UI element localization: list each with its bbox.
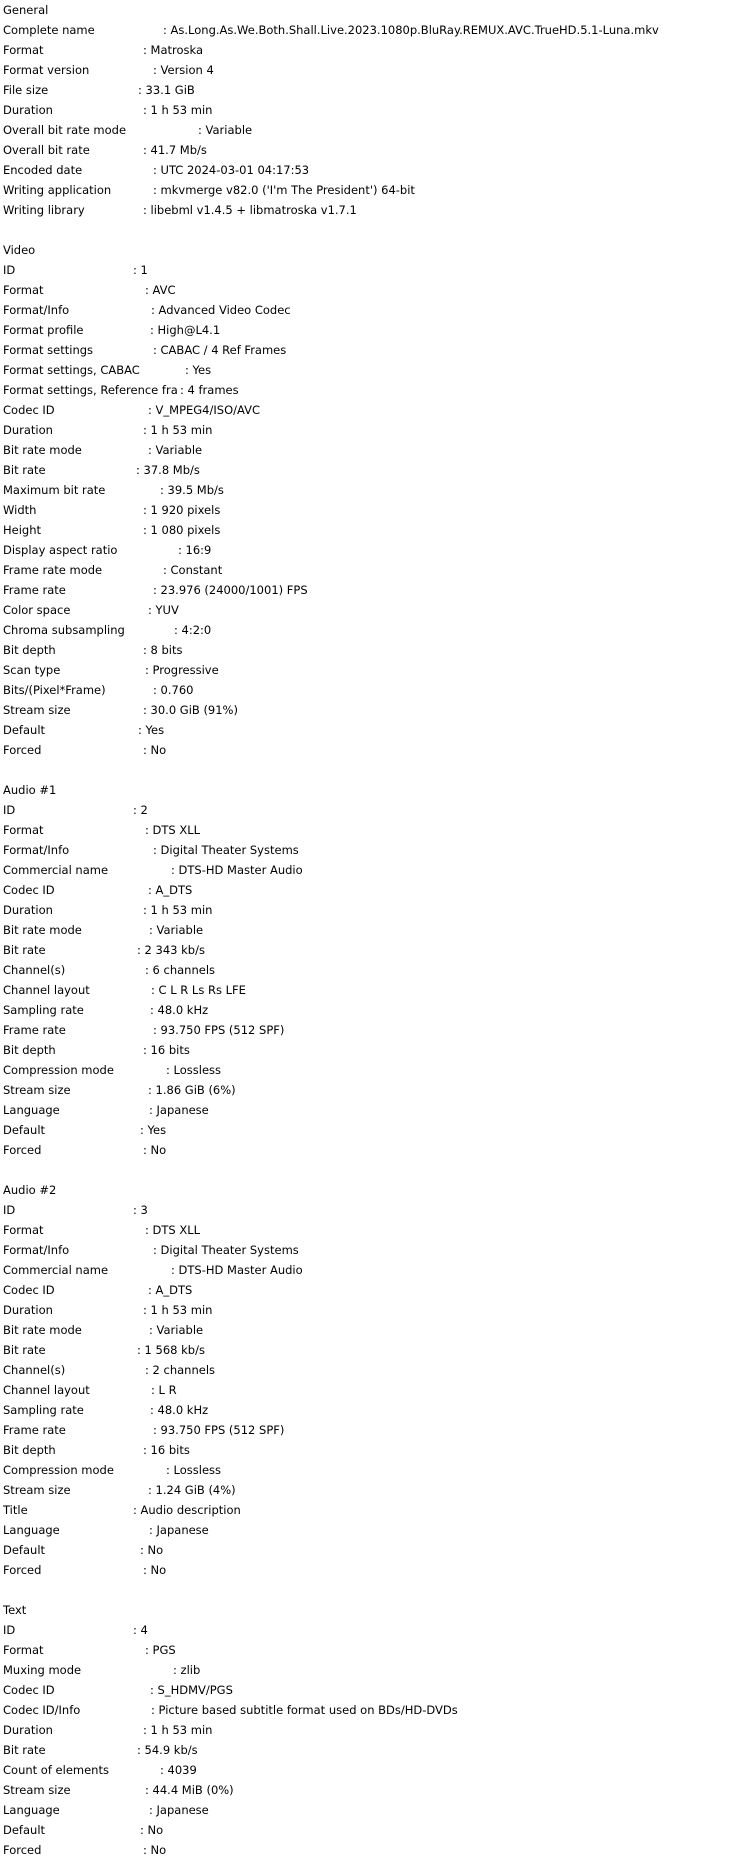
field-label: ID bbox=[3, 263, 16, 277]
info-row bbox=[3, 980, 737, 1000]
field-value: : 48.0 kHz bbox=[150, 1003, 209, 1017]
field-value: : 1.86 GiB (6%) bbox=[148, 1083, 236, 1097]
info-row bbox=[3, 440, 737, 460]
info-row bbox=[3, 380, 737, 400]
field-label: Duration bbox=[3, 103, 53, 117]
field-value: : 37.8 Mb/s bbox=[136, 463, 200, 477]
info-row bbox=[3, 300, 737, 320]
field-value: : Yes bbox=[185, 363, 212, 377]
field-value: : Digital Theater Systems bbox=[153, 1243, 299, 1257]
field-value: : 1 bbox=[133, 263, 148, 277]
info-row bbox=[3, 1760, 737, 1780]
field-label: Compression mode bbox=[3, 1463, 114, 1477]
field-value: : 33.1 GiB bbox=[138, 83, 195, 97]
info-row bbox=[3, 620, 737, 640]
info-row bbox=[3, 280, 737, 300]
info-row bbox=[3, 1560, 737, 1580]
field-value: : 41.7 Mb/s bbox=[143, 143, 207, 157]
field-value: : DTS-HD Master Audio bbox=[171, 1263, 303, 1277]
field-value: : DTS XLL bbox=[145, 1223, 201, 1237]
field-label: Format bbox=[3, 1223, 44, 1237]
info-row bbox=[3, 580, 737, 600]
info-row bbox=[3, 160, 737, 180]
field-label: Muxing mode bbox=[3, 1663, 82, 1677]
info-row bbox=[3, 400, 737, 420]
info-row bbox=[3, 1740, 737, 1760]
info-row bbox=[3, 1680, 737, 1700]
field-label: Format bbox=[3, 43, 44, 57]
section-header-video: Video bbox=[3, 243, 36, 257]
field-label: Forced bbox=[3, 1843, 42, 1857]
field-label: Height bbox=[3, 523, 42, 537]
field-value: : 2 channels bbox=[145, 1363, 215, 1377]
field-label: Maximum bit rate bbox=[3, 483, 106, 497]
field-value: : 3 bbox=[133, 1203, 148, 1217]
field-label: Sampling rate bbox=[3, 1003, 84, 1017]
field-value: : 2 343 kb/s bbox=[137, 943, 205, 957]
info-row bbox=[3, 1200, 737, 1220]
field-label: Frame rate mode bbox=[3, 563, 103, 577]
field-label: Frame rate bbox=[3, 1023, 66, 1037]
field-value: : 1 568 kb/s bbox=[137, 1343, 205, 1357]
info-row bbox=[3, 720, 737, 740]
field-value: : Lossless bbox=[166, 1063, 222, 1077]
field-value: : UTC 2024-03-01 04:17:53 bbox=[153, 163, 310, 177]
field-label: Bit rate mode bbox=[3, 443, 82, 457]
info-row bbox=[3, 860, 737, 880]
info-row bbox=[3, 600, 737, 620]
field-value: : L R bbox=[151, 1383, 177, 1397]
field-label: Bit rate bbox=[3, 943, 46, 957]
field-value: : C L R Ls Rs LFE bbox=[151, 983, 246, 997]
field-label: Codec ID bbox=[3, 1283, 55, 1297]
field-label: Bit depth bbox=[3, 643, 56, 657]
info-row bbox=[3, 1000, 737, 1020]
field-label: Codec ID bbox=[3, 1683, 55, 1697]
field-label: Format version bbox=[3, 63, 90, 77]
field-value: : 16 bits bbox=[143, 1043, 190, 1057]
field-label: Commercial name bbox=[3, 1263, 109, 1277]
field-value: : A_DTS bbox=[148, 1283, 193, 1297]
field-label: Default bbox=[3, 723, 46, 737]
field-label: Frame rate bbox=[3, 583, 66, 597]
field-value: : Progressive bbox=[145, 663, 219, 677]
info-row bbox=[3, 740, 737, 760]
info-row bbox=[3, 1100, 737, 1120]
field-label: Channel layout bbox=[3, 1383, 90, 1397]
info-row bbox=[3, 460, 737, 480]
field-label: Bit depth bbox=[3, 1443, 56, 1457]
field-label: Stream size bbox=[3, 703, 71, 717]
field-value: : Yes bbox=[138, 723, 165, 737]
info-row bbox=[3, 1020, 737, 1040]
info-row bbox=[3, 1040, 737, 1060]
info-row bbox=[3, 1620, 737, 1640]
info-row bbox=[3, 1300, 737, 1320]
field-value: : YUV bbox=[148, 603, 179, 617]
info-row bbox=[3, 120, 737, 140]
field-label: Format settings bbox=[3, 343, 94, 357]
info-row bbox=[3, 940, 737, 960]
field-value: : 8 bits bbox=[143, 643, 183, 657]
field-value: : 1 080 pixels bbox=[143, 523, 221, 537]
field-value: : No bbox=[143, 1143, 167, 1157]
field-label: Stream size bbox=[3, 1483, 71, 1497]
info-row bbox=[3, 640, 737, 660]
info-row bbox=[3, 1720, 737, 1740]
field-label: Encoded date bbox=[3, 163, 83, 177]
field-label: Overall bit rate mode bbox=[3, 123, 127, 137]
info-row bbox=[3, 1540, 737, 1560]
field-label: ID bbox=[3, 803, 16, 817]
field-value: : No bbox=[143, 1843, 167, 1857]
info-row bbox=[3, 800, 737, 820]
info-row bbox=[3, 1640, 737, 1660]
section-spacer bbox=[3, 1160, 737, 1180]
field-label: Codec ID bbox=[3, 883, 55, 897]
info-row bbox=[3, 1060, 737, 1080]
field-value: : 4:2:0 bbox=[174, 623, 212, 637]
field-value: : libebml v1.4.5 + libmatroska v1.7.1 bbox=[143, 203, 357, 217]
field-value: : 93.750 FPS (512 SPF) bbox=[153, 1423, 285, 1437]
field-value: : High@L4.1 bbox=[150, 323, 221, 337]
section-header-audio-2: Audio #2 bbox=[3, 1183, 57, 1197]
section-header-audio-1: Audio #1 bbox=[3, 783, 57, 797]
field-value: : Yes bbox=[140, 1123, 167, 1137]
field-label: Bit rate bbox=[3, 463, 46, 477]
field-label: File size bbox=[3, 83, 49, 97]
info-row bbox=[3, 200, 737, 220]
info-row bbox=[3, 820, 737, 840]
field-label: Bit rate bbox=[3, 1743, 46, 1757]
field-value: : 30.0 GiB (91%) bbox=[143, 703, 238, 717]
field-label: Language bbox=[3, 1103, 60, 1117]
field-label: Channel(s) bbox=[3, 1363, 66, 1377]
field-value: : No bbox=[140, 1543, 164, 1557]
field-value: : Advanced Video Codec bbox=[151, 303, 291, 317]
field-value: : 23.976 (24000/1001) FPS bbox=[153, 583, 308, 597]
field-label: Format/Info bbox=[3, 303, 70, 317]
field-value: : Variable bbox=[148, 443, 203, 457]
field-label: Channel layout bbox=[3, 983, 90, 997]
field-value: : Matroska bbox=[143, 43, 204, 57]
field-label: Duration bbox=[3, 1723, 53, 1737]
info-row bbox=[3, 700, 737, 720]
field-label: Writing application bbox=[3, 183, 112, 197]
info-row bbox=[3, 1800, 737, 1820]
field-label: Commercial name bbox=[3, 863, 109, 877]
field-label: Chroma subsampling bbox=[3, 623, 125, 637]
field-label: Format profile bbox=[3, 323, 84, 337]
field-value: : mkvmerge v82.0 ('I'm The President') 64-bit bbox=[153, 183, 415, 197]
field-value: : Lossless bbox=[166, 1463, 222, 1477]
section-header-general: General bbox=[3, 3, 49, 17]
field-label: Stream size bbox=[3, 1083, 71, 1097]
info-row bbox=[3, 480, 737, 500]
section-spacer bbox=[3, 1580, 737, 1600]
field-value: : 39.5 Mb/s bbox=[160, 483, 224, 497]
field-value: : Version 4 bbox=[153, 63, 214, 77]
info-row bbox=[3, 1420, 737, 1440]
info-row bbox=[3, 1840, 737, 1860]
field-label: Format settings, CABAC bbox=[3, 363, 140, 377]
field-label: Compression mode bbox=[3, 1063, 114, 1077]
field-value: : As.Long.As.We.Both.Shall.Live.2023.1080p.BluRay.REMUX.AVC.TrueHD.5.1-Luna.mkv bbox=[163, 23, 659, 37]
info-row bbox=[3, 340, 737, 360]
info-row bbox=[3, 320, 737, 340]
section-spacer bbox=[3, 220, 737, 240]
info-row bbox=[3, 40, 737, 60]
field-value: : V_MPEG4/ISO/AVC bbox=[148, 403, 261, 417]
info-row bbox=[3, 880, 737, 900]
info-row bbox=[3, 1780, 737, 1800]
field-label: Default bbox=[3, 1123, 46, 1137]
info-row bbox=[3, 520, 737, 540]
field-value: : Picture based subtitle format used on BDs/HD-DVDs bbox=[151, 1703, 458, 1717]
info-row bbox=[3, 960, 737, 980]
field-value: : 1 h 53 min bbox=[143, 1303, 213, 1317]
info-row bbox=[3, 840, 737, 860]
field-label: Display aspect ratio bbox=[3, 543, 118, 557]
info-row bbox=[3, 60, 737, 80]
field-value: : Variable bbox=[198, 123, 253, 137]
info-row bbox=[3, 1320, 737, 1340]
field-value: : 4039 bbox=[160, 1763, 197, 1777]
info-row bbox=[3, 1380, 737, 1400]
field-label: Codec ID bbox=[3, 403, 55, 417]
field-value: : CABAC / 4 Ref Frames bbox=[153, 343, 287, 357]
field-value: : 93.750 FPS (512 SPF) bbox=[153, 1023, 285, 1037]
field-value: : 54.9 kb/s bbox=[137, 1743, 198, 1757]
field-value: : 1 h 53 min bbox=[143, 103, 213, 117]
media-info-document bbox=[3, 0, 737, 1860]
info-row bbox=[3, 1700, 737, 1720]
info-row bbox=[3, 20, 737, 40]
field-label: Stream size bbox=[3, 1783, 71, 1797]
field-label: Format bbox=[3, 1643, 44, 1657]
field-label: Bit depth bbox=[3, 1043, 56, 1057]
field-value: : 1 h 53 min bbox=[143, 423, 213, 437]
field-label: Format settings, Reference fra bbox=[3, 383, 178, 397]
field-label: Duration bbox=[3, 423, 53, 437]
field-value: : 6 channels bbox=[145, 963, 215, 977]
field-value: : Audio description bbox=[133, 1503, 241, 1517]
info-row bbox=[3, 560, 737, 580]
field-label: Default bbox=[3, 1543, 46, 1557]
info-row bbox=[3, 500, 737, 520]
info-row bbox=[3, 100, 737, 120]
field-value: : 4 bbox=[133, 1623, 148, 1637]
info-row bbox=[3, 180, 737, 200]
info-row bbox=[3, 140, 737, 160]
field-value: : No bbox=[143, 743, 167, 757]
field-value: : 1 920 pixels bbox=[143, 503, 221, 517]
field-label: Format/Info bbox=[3, 1243, 70, 1257]
field-value: : No bbox=[140, 1823, 164, 1837]
field-label: Complete name bbox=[3, 23, 95, 37]
field-label: Codec ID/Info bbox=[3, 1703, 81, 1717]
field-label: ID bbox=[3, 1623, 16, 1637]
info-row bbox=[3, 1220, 737, 1240]
info-row bbox=[3, 80, 737, 100]
field-label: Overall bit rate bbox=[3, 143, 90, 157]
field-value: : Japanese bbox=[149, 1803, 209, 1817]
field-label: Forced bbox=[3, 1563, 42, 1577]
field-label: Color space bbox=[3, 603, 71, 617]
field-label: Bit rate mode bbox=[3, 923, 82, 937]
field-value: : 4 frames bbox=[180, 383, 239, 397]
field-value: : S_HDMV/PGS bbox=[150, 1683, 233, 1697]
field-label: Default bbox=[3, 1823, 46, 1837]
info-row bbox=[3, 900, 737, 920]
info-row bbox=[3, 1460, 737, 1480]
field-value: : Variable bbox=[149, 1323, 204, 1337]
info-row bbox=[3, 1080, 737, 1100]
info-row bbox=[3, 1120, 737, 1140]
field-value: : Constant bbox=[163, 563, 223, 577]
field-label: Format bbox=[3, 823, 44, 837]
field-label: Forced bbox=[3, 743, 42, 757]
field-value: : 1 h 53 min bbox=[143, 1723, 213, 1737]
field-value: : 44.4 MiB (0%) bbox=[145, 1783, 234, 1797]
field-label: Title bbox=[3, 1503, 28, 1517]
section-header-text: Text bbox=[3, 1603, 27, 1617]
section-spacer bbox=[3, 760, 737, 780]
field-value: : AVC bbox=[145, 283, 176, 297]
info-row bbox=[3, 1520, 737, 1540]
field-value: : 16 bits bbox=[143, 1443, 190, 1457]
field-label: Bit rate bbox=[3, 1343, 46, 1357]
field-label: Count of elements bbox=[3, 1763, 109, 1777]
field-value: : Japanese bbox=[149, 1103, 209, 1117]
field-label: Language bbox=[3, 1523, 60, 1537]
field-label: Scan type bbox=[3, 663, 61, 677]
field-value: : 48.0 kHz bbox=[150, 1403, 209, 1417]
info-row bbox=[3, 1440, 737, 1460]
info-row bbox=[3, 360, 737, 380]
info-row bbox=[3, 420, 737, 440]
field-label: Width bbox=[3, 503, 37, 517]
info-row bbox=[3, 1280, 737, 1300]
field-label: ID bbox=[3, 1203, 16, 1217]
field-label: Format/Info bbox=[3, 843, 70, 857]
field-value: : No bbox=[143, 1563, 167, 1577]
info-row bbox=[3, 1660, 737, 1680]
field-value: : zlib bbox=[173, 1663, 201, 1677]
field-label: Format bbox=[3, 283, 44, 297]
field-value: : 2 bbox=[133, 803, 148, 817]
info-row bbox=[3, 540, 737, 560]
field-value: : 1.24 GiB (4%) bbox=[148, 1483, 236, 1497]
field-label: Duration bbox=[3, 903, 53, 917]
info-row bbox=[3, 660, 737, 680]
info-row bbox=[3, 1140, 737, 1160]
field-label: Bits/(Pixel*Frame) bbox=[3, 683, 106, 697]
info-row bbox=[3, 1400, 737, 1420]
info-row bbox=[3, 1500, 737, 1520]
info-row bbox=[3, 1480, 737, 1500]
info-row bbox=[3, 1340, 737, 1360]
field-value: : DTS XLL bbox=[145, 823, 201, 837]
field-value: : PGS bbox=[145, 1643, 176, 1657]
field-value: : Digital Theater Systems bbox=[153, 843, 299, 857]
field-label: Channel(s) bbox=[3, 963, 66, 977]
field-value: : DTS-HD Master Audio bbox=[171, 863, 303, 877]
field-label: Language bbox=[3, 1803, 60, 1817]
info-row bbox=[3, 260, 737, 280]
field-value: : 1 h 53 min bbox=[143, 903, 213, 917]
info-row bbox=[3, 1260, 737, 1280]
info-row bbox=[3, 680, 737, 700]
field-label: Bit rate mode bbox=[3, 1323, 82, 1337]
field-value: : 0.760 bbox=[153, 683, 194, 697]
field-label: Frame rate bbox=[3, 1423, 66, 1437]
field-label: Forced bbox=[3, 1143, 42, 1157]
info-row bbox=[3, 920, 737, 940]
info-row bbox=[3, 1820, 737, 1840]
field-value: : 16:9 bbox=[178, 543, 212, 557]
field-label: Writing library bbox=[3, 203, 85, 217]
field-value: : Japanese bbox=[149, 1523, 209, 1537]
field-label: Sampling rate bbox=[3, 1403, 84, 1417]
field-value: : A_DTS bbox=[148, 883, 193, 897]
info-row bbox=[3, 1360, 737, 1380]
info-row bbox=[3, 1240, 737, 1260]
field-value: : Variable bbox=[149, 923, 204, 937]
field-label: Duration bbox=[3, 1303, 53, 1317]
